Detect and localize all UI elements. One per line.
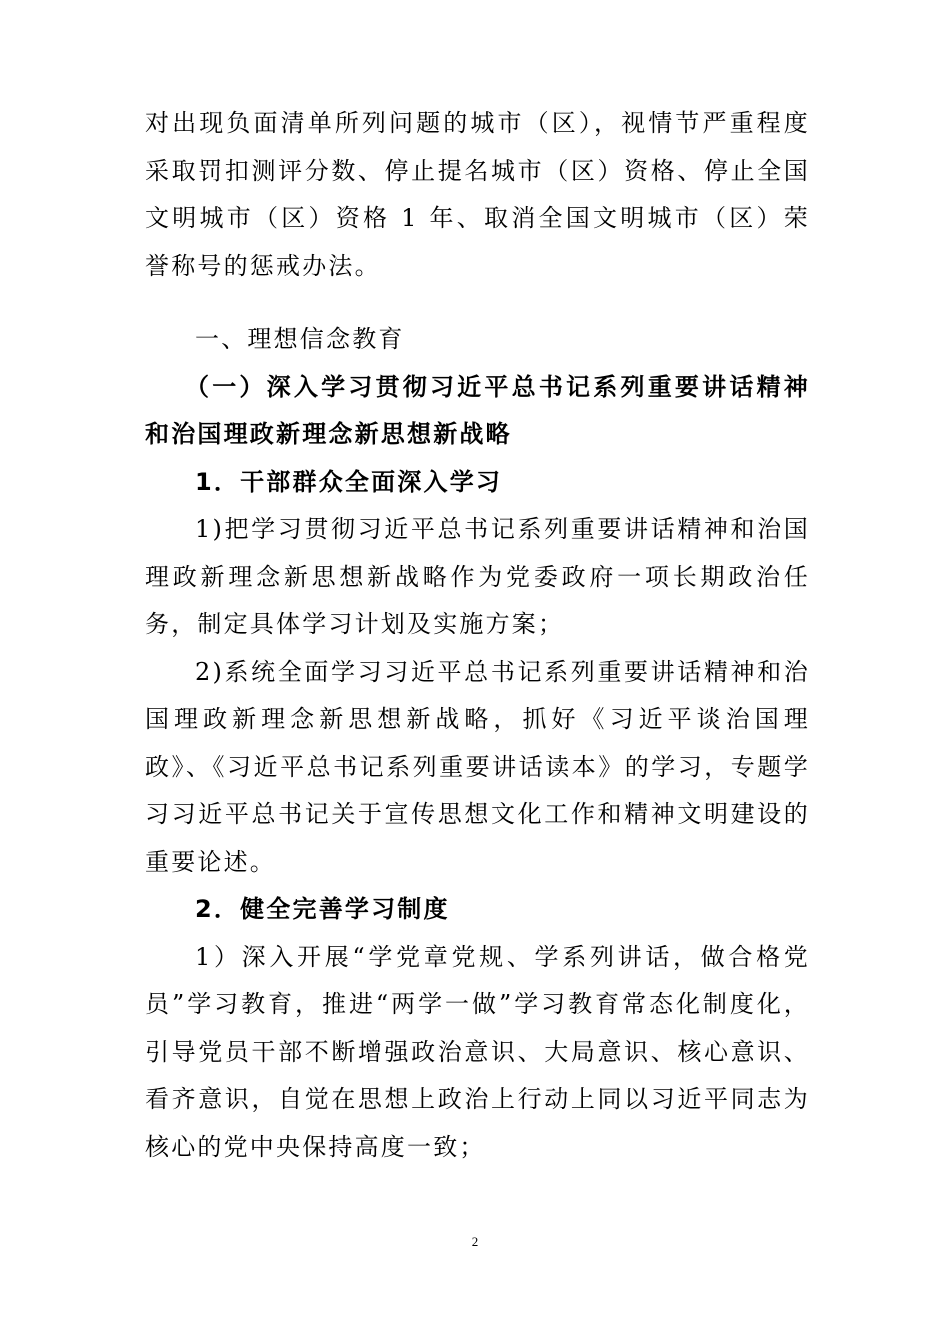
page-number: 2 (471, 1234, 479, 1249)
section-heading: 一、理想信念教育 (195, 325, 405, 353)
item-heading-1: 1．干部群众全面深入学习 (195, 467, 503, 496)
paragraph-penalty-measures: 对出现负面清单所列问题的城市（区），视情节严重程度采取罚扣测评分数、停止提名城市（区）资格、停止全国文明城市（区）资格 1 年、取消全国文明城市（区）荣誉称号的惩戒办法。 (145, 109, 810, 280)
subsection-heading: （一）深入学习贯彻习近平总书记系列重要讲话精神和治国理政新理念新思想新战略 (145, 372, 810, 448)
list-item: 2)系统全面学习习近平总书记系列重要讲话精神和治国理政新理念新思想新战略，抓好《习近平谈治国理政》、《习近平总书记系列重要讲话读本》的学习，专题学习习近平总书记关于宣传思想文化工作和精神文明建设的重要论述。 (145, 657, 810, 876)
list-item: 1）深入开展“学党章党规、学系列讲话，做合格党员”学习教育，推进“两学一做”学习教育常态化制度化，引导党员干部不断增强政治意识、大局意识、核心意识、看齐意识，自觉在思想上政治上行动上同以习近平同志为核心的党中央保持高度一致； (145, 942, 810, 1161)
list-item: 1)把学习贯彻习近平总书记系列重要讲话精神和治国理政新理念新思想新战略作为党委政府一项长期政治任务，制定具体学习计划及实施方案； (145, 515, 810, 638)
document-body (145, 100, 810, 1171)
item-heading-2: 2．健全完善学习制度 (195, 895, 450, 923)
